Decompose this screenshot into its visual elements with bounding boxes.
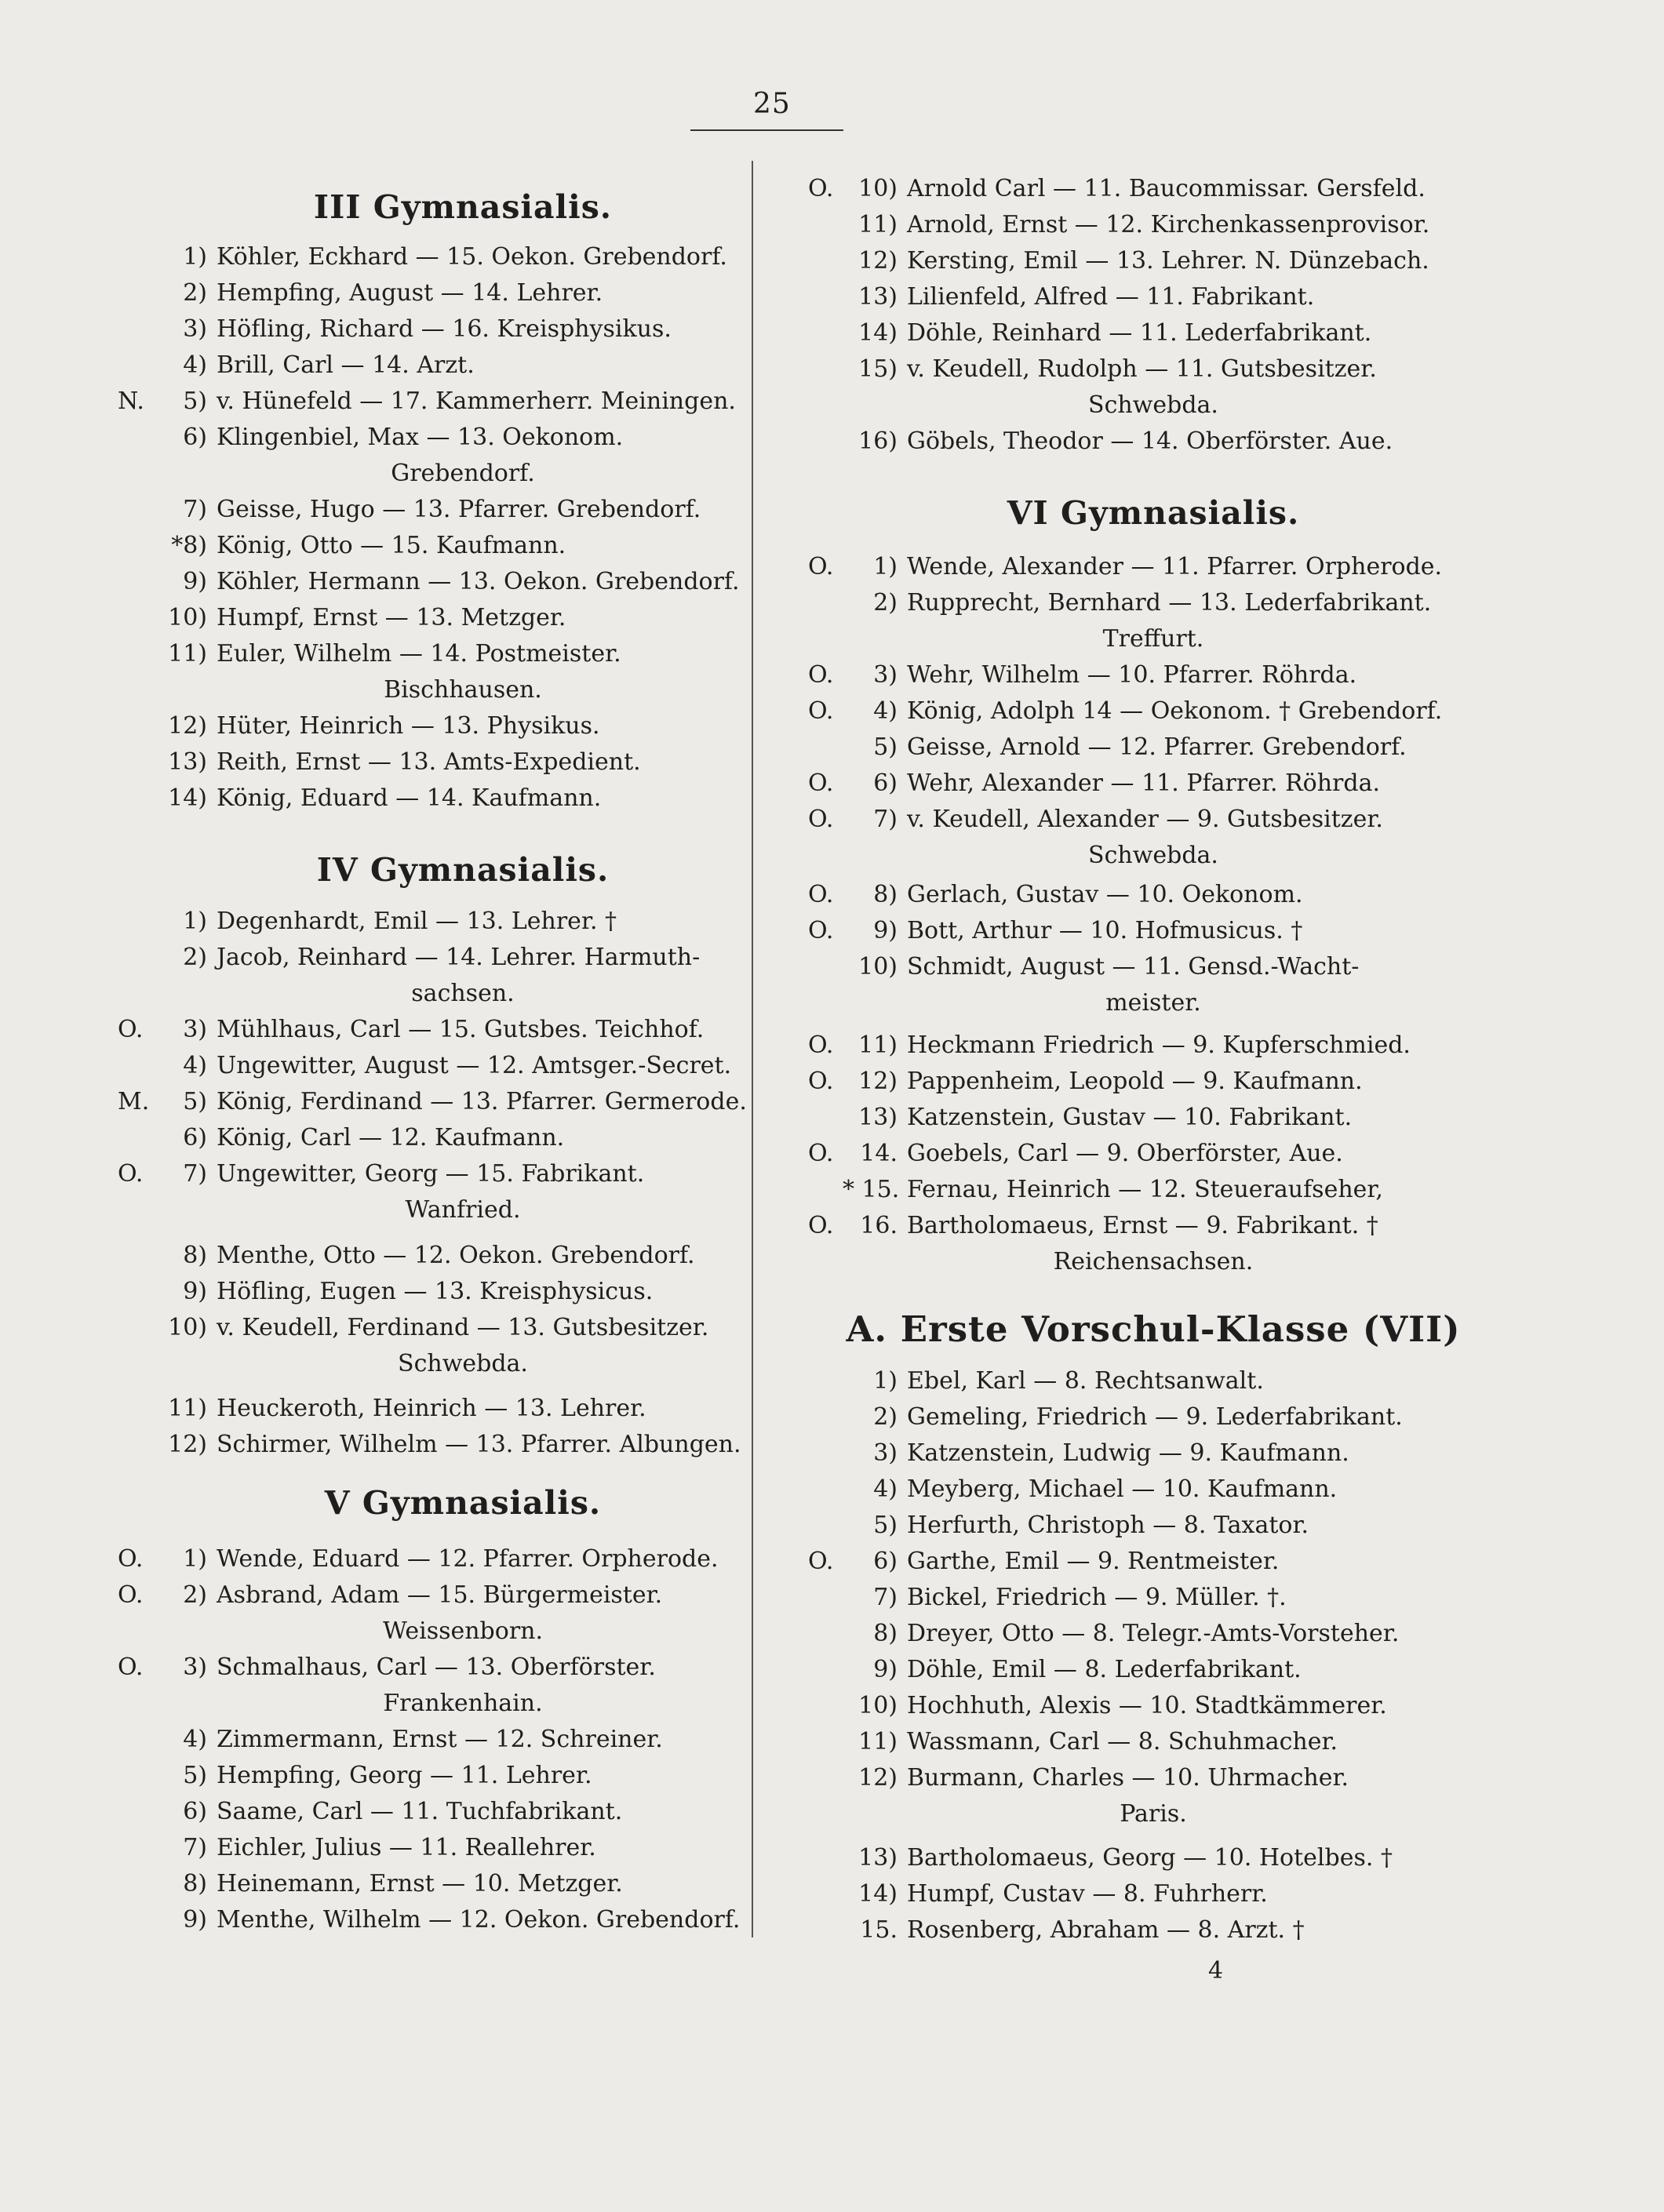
entry-text: Bott, Arthur — 10. Hofmusicus. † (907, 917, 1303, 944)
entry-number: 3) (183, 1016, 207, 1043)
entry-number: 11) (858, 1031, 898, 1059)
list-entry (118, 347, 475, 384)
entry-text: v. Hünefeld — 17. Kammerherr. Meiningen. (217, 387, 736, 415)
list-entry (808, 949, 1359, 985)
entry-number: 3) (873, 661, 898, 689)
entry-number: 4) (183, 1726, 207, 1753)
entry-text: Brill, Carl — 14. Arzt. (217, 351, 475, 379)
entry-number: 2) (183, 944, 207, 971)
entry-text: Menthe, Otto — 12. Oekon. Grebendorf. (217, 1242, 695, 1269)
entry-prefix: M. (118, 1088, 150, 1115)
entry-number: 5) (873, 1512, 898, 1539)
list-entry (808, 243, 1429, 279)
entry-number: 3) (873, 1439, 898, 1467)
entry-number: 6) (873, 769, 898, 797)
entry-continuation: Bischhausen. (384, 676, 542, 704)
entry-text: Hempfing, Georg — 11. Lehrer. (217, 1762, 592, 1789)
list-entry (118, 708, 600, 744)
entry-number: 10) (858, 953, 898, 980)
entry-text: Hochhuth, Alexis — 10. Stadtkämmerer. (907, 1692, 1387, 1719)
list-entry (118, 492, 701, 528)
entry-text: Humpf, Ernst — 13. Metzger. (217, 604, 566, 631)
list-entry (118, 780, 601, 817)
entry-number: 5) (183, 1762, 207, 1789)
entry-prefix: O. (808, 769, 834, 797)
entry-text: Hüter, Heinrich — 13. Physikus. (217, 712, 600, 740)
entry-number: 5) (183, 1088, 207, 1115)
list-entry (808, 424, 1393, 460)
list-entry (118, 275, 603, 311)
entry-text: Eichler, Julius — 11. Reallehrer. (217, 1834, 596, 1861)
entry-number: 2) (183, 279, 207, 307)
entry-continuation: Frankenhain. (383, 1690, 543, 1717)
list-entry (808, 729, 1407, 766)
entry-prefix: O. (808, 553, 834, 580)
entry-number: 4) (873, 1475, 898, 1503)
list-entry (118, 1084, 747, 1120)
entry-text: Wehr, Alexander — 11. Pfarrer. Röhrda. (907, 769, 1381, 797)
entry-prefix: O. (118, 1581, 144, 1609)
list-entry (808, 585, 1431, 621)
list-entry (118, 1238, 695, 1274)
entry-number: 1) (183, 908, 207, 935)
list-entry (118, 1541, 719, 1577)
entry-continuation: Wanfried. (405, 1196, 521, 1224)
entry-text: Arnold, Ernst — 12. Kirchenkassenprovisor. (907, 211, 1430, 238)
entry-text: König, Ferdinand — 13. Pfarrer. Germerode. (217, 1088, 747, 1115)
list-entry (118, 1650, 656, 1686)
entry-number: 11) (168, 1395, 207, 1422)
entry-text: König, Adolph 14 — Oekonom. † Grebendorf. (907, 697, 1443, 725)
list-entry (118, 636, 621, 672)
list-entry (808, 1724, 1338, 1760)
entry-number: 2) (873, 1403, 898, 1431)
entry-prefix: N. (118, 387, 144, 415)
entry-text: Heuckeroth, Heinrich — 13. Lehrer. (217, 1395, 646, 1422)
entry-prefix: O. (808, 661, 834, 689)
entry-number: 10) (168, 604, 207, 631)
entry-text: Höfling, Richard — 16. Kreisphysikus. (217, 315, 672, 343)
list-entry (808, 1652, 1302, 1688)
entry-prefix: O. (118, 1160, 144, 1188)
list-entry (118, 311, 672, 347)
list-entry (118, 1427, 741, 1463)
entry-text: Pappenheim, Leopold — 9. Kaufmann. (907, 1068, 1363, 1095)
entry-number: 10) (168, 1314, 207, 1341)
entry-number: 16. (860, 1212, 898, 1239)
list-entry (118, 1902, 740, 1938)
entry-continuation: Paris. (1120, 1800, 1187, 1828)
list-entry (808, 1399, 1403, 1435)
entry-prefix: O. (808, 806, 834, 833)
entry-number: 7) (183, 1834, 207, 1861)
list-entry (808, 1435, 1349, 1472)
entry-text: König, Carl — 12. Kaufmann. (217, 1124, 565, 1151)
entry-number: 10) (858, 175, 898, 202)
entry-prefix: O. (808, 1548, 834, 1575)
entry-prefix: O. (808, 697, 834, 725)
list-entry (808, 877, 1303, 913)
list-entry (808, 351, 1377, 387)
entry-text: Göbels, Theodor — 14. Oberförster. Aue. (907, 427, 1393, 455)
list-entry (118, 904, 617, 940)
entry-text: Bartholomaeus, Georg — 10. Hotelbes. † (907, 1844, 1393, 1872)
list-entry (808, 207, 1429, 243)
entry-prefix: O. (808, 1068, 834, 1095)
list-entry (808, 1580, 1287, 1616)
entry-number: 9) (183, 1906, 207, 1934)
entry-number: 6) (183, 1124, 207, 1151)
entry-number: 11) (858, 1728, 898, 1755)
entry-continuation: meister. (1105, 989, 1201, 1017)
entry-number: 14) (858, 1880, 898, 1908)
entry-text: Döhle, Emil — 8. Lederfabrikant. (907, 1656, 1302, 1683)
top-rule (690, 129, 843, 131)
list-entry (118, 1830, 596, 1866)
list-entry (808, 693, 1442, 729)
entry-number: 12) (168, 1431, 207, 1458)
list-entry (808, 1912, 1305, 1948)
entry-text: Wende, Eduard — 12. Pfarrer. Orpherode. (217, 1545, 719, 1573)
entry-number: 12) (858, 247, 898, 275)
list-entry (118, 600, 566, 636)
list-entry (808, 913, 1302, 949)
entry-number: 6) (183, 424, 207, 451)
entry-prefix: O. (808, 175, 834, 202)
list-entry (808, 1064, 1363, 1100)
entry-text: Burmann, Charles — 10. Uhrmacher. (907, 1764, 1349, 1792)
entry-prefix: O. (118, 1545, 144, 1573)
entry-text: Rosenberg, Abraham — 8. Arzt. † (907, 1916, 1305, 1944)
entry-text: Zimmermann, Ernst — 12. Schreiner. (217, 1726, 663, 1753)
entry-text: Gerlach, Gustav — 10. Oekonom. (907, 881, 1303, 908)
list-entry (118, 1794, 622, 1830)
entry-text: v. Keudell, Rudolph — 11. Gutsbesitzer. (907, 355, 1377, 383)
list-entry (118, 1866, 623, 1902)
entry-continuation: Reichensachsen. (1053, 1248, 1254, 1275)
section-heading: IV Gymnasialis. (316, 851, 610, 889)
entry-prefix: O. (808, 1212, 834, 1239)
list-entry (118, 564, 740, 600)
entry-text: Katzenstein, Gustav — 10. Fabrikant. (907, 1104, 1353, 1131)
entry-number: 9) (183, 1278, 207, 1305)
list-entry (118, 1048, 731, 1084)
entry-text: Höfling, Eugen — 13. Kreisphysicus. (217, 1278, 654, 1305)
entry-number: 8) (873, 881, 898, 908)
entry-text: Schirmer, Wilhelm — 13. Pfarrer. Albungen. (217, 1431, 741, 1458)
entry-number: 14) (858, 319, 898, 347)
entry-number: 1) (183, 1545, 207, 1573)
entry-text: Heckmann Friedrich — 9. Kupferschmied. (907, 1031, 1411, 1059)
entry-continuation: Schwebda. (1088, 391, 1218, 419)
entry-text: Geisse, Arnold — 12. Pfarrer. Grebendorf. (907, 733, 1407, 761)
entry-number: 9) (183, 568, 207, 595)
entry-text: Döhle, Reinhard — 11. Lederfabrikant. (907, 319, 1372, 347)
entry-text: Heinemann, Ernst — 10. Metzger. (217, 1870, 623, 1897)
list-entry (118, 239, 727, 275)
entry-prefix: O. (808, 1140, 834, 1167)
entry-text: Arnold Carl — 11. Baucommissar. Gersfeld. (907, 175, 1426, 202)
entry-prefix: O. (808, 881, 834, 908)
entry-number: 14) (168, 784, 207, 812)
entry-text: Klingenbiel, Max — 13. Oekonom. (217, 424, 624, 451)
entry-continuation: Grebendorf. (391, 460, 535, 487)
list-entry (808, 1208, 1378, 1244)
entry-number: 10) (858, 1692, 898, 1719)
entry-number: 3) (183, 1654, 207, 1681)
entry-number: 14. (860, 1140, 898, 1167)
list-entry (118, 1156, 644, 1192)
entry-text: Asbrand, Adam — 15. Bürgermeister. (217, 1581, 663, 1609)
entry-text: Goebels, Carl — 9. Oberförster, Aue. (907, 1140, 1343, 1167)
column-divider (752, 161, 753, 1937)
entry-prefix: O. (118, 1016, 144, 1043)
entry-number: 8) (183, 1242, 207, 1269)
list-entry (808, 1028, 1411, 1064)
entry-number: 4) (183, 1052, 207, 1079)
entry-text: Geisse, Hugo — 13. Pfarrer. Grebendorf. (217, 496, 701, 523)
list-entry (118, 1012, 704, 1048)
list-entry (118, 1577, 662, 1614)
section-heading: VI Gymnasialis. (1007, 494, 1300, 532)
list-entry (808, 1616, 1399, 1652)
entry-number: 1) (873, 1367, 898, 1395)
entry-number: 15. (860, 1916, 898, 1944)
entry-number: 3) (183, 315, 207, 343)
entry-prefix: O. (808, 917, 834, 944)
list-entry (118, 528, 566, 564)
list-entry (808, 1544, 1279, 1580)
entry-number: 6) (183, 1798, 207, 1825)
entry-text: Meyberg, Michael — 10. Kaufmann. (907, 1475, 1338, 1503)
entry-continuation: Treffurt. (1102, 625, 1204, 653)
signature-mark: 4 (1208, 1957, 1224, 1985)
entry-text: Bickel, Friedrich — 9. Müller. †. (907, 1584, 1287, 1611)
page-number: 25 (753, 88, 791, 120)
entry-number: 12) (858, 1068, 898, 1095)
entry-number: 8) (873, 1620, 898, 1647)
list-entry (808, 1876, 1268, 1912)
entry-continuation: Schwebda. (1088, 842, 1218, 869)
entry-text: Humpf, Custav — 8. Fuhrherr. (907, 1880, 1268, 1908)
entry-text: König, Eduard — 14. Kaufmann. (217, 784, 602, 812)
entry-text: Euler, Wilhelm — 14. Postmeister. (217, 640, 621, 668)
entry-text: v. Keudell, Ferdinand — 13. Gutsbesitzer. (217, 1314, 709, 1341)
list-entry (118, 1391, 646, 1427)
list-entry (118, 1310, 708, 1346)
list-entry (808, 1688, 1387, 1724)
entry-text: Wassmann, Carl — 8. Schuhmacher. (907, 1728, 1338, 1755)
entry-text: Gemeling, Friedrich — 9. Lederfabrikant. (907, 1403, 1403, 1431)
list-entry (808, 1472, 1337, 1508)
entry-number: 9) (873, 917, 898, 944)
entry-number: 7) (183, 1160, 207, 1188)
section-heading: A. Erste Vorschul-Klasse (VII) (846, 1308, 1461, 1350)
entry-text: Ungewitter, August — 12. Amtsger.-Secret. (217, 1052, 732, 1079)
entry-number: 13) (858, 283, 898, 311)
list-entry (808, 171, 1426, 207)
entry-text: Katzenstein, Ludwig — 9. Kaufmann. (907, 1439, 1349, 1467)
list-entry (808, 279, 1314, 315)
entry-number: 13) (168, 748, 207, 776)
entry-number: 5) (873, 733, 898, 761)
list-entry (808, 1363, 1264, 1399)
list-entry (118, 744, 641, 780)
list-entry (808, 1100, 1352, 1136)
list-entry (808, 315, 1371, 351)
entry-number: 4) (183, 351, 207, 379)
entry-continuation: Schwebda. (398, 1350, 528, 1377)
entry-text: Schmalhaus, Carl — 13. Oberförster. (217, 1654, 656, 1681)
list-entry (118, 940, 700, 976)
entry-text: Ebel, Karl — 8. Rechtsanwalt. (907, 1367, 1264, 1395)
entry-text: Wehr, Wilhelm — 10. Pfarrer. Röhrda. (907, 661, 1357, 689)
entry-number: 11) (858, 211, 898, 238)
entry-text: Reith, Ernst — 13. Amts-Expedient. (217, 748, 641, 776)
entry-number: 8) (183, 1870, 207, 1897)
entry-number: 7) (873, 1584, 898, 1611)
entry-text: Garthe, Emil — 9. Rentmeister. (907, 1548, 1280, 1575)
entry-number: 12) (168, 712, 207, 740)
list-entry (118, 1758, 592, 1794)
entry-number: 6) (873, 1548, 898, 1575)
section-heading: V Gymnasialis. (324, 1484, 602, 1522)
entry-number: 4) (873, 697, 898, 725)
entry-text: Wende, Alexander — 11. Pfarrer. Orpherode. (907, 553, 1443, 580)
entry-text: Hempfing, August — 14. Lehrer. (217, 279, 603, 307)
entry-number: 9) (873, 1656, 898, 1683)
entry-text: Kersting, Emil — 13. Lehrer. N. Dünzebach. (907, 247, 1429, 275)
entry-prefix: O. (118, 1654, 144, 1681)
entry-number: 13) (858, 1844, 898, 1872)
entry-text: Saame, Carl — 11. Tuchfabrikant. (217, 1798, 623, 1825)
list-entry (808, 1840, 1393, 1876)
list-entry (808, 802, 1383, 838)
list-entry (118, 1120, 564, 1156)
entry-number: 2) (873, 589, 898, 617)
entry-number: * 15. (843, 1176, 900, 1203)
entry-number: 7) (183, 496, 207, 523)
list-entry (808, 766, 1380, 802)
entry-text: Lilienfeld, Alfred — 11. Fabrikant. (907, 283, 1315, 311)
entry-text: Dreyer, Otto — 8. Telegr.-Amts-Vorsteher. (907, 1620, 1400, 1647)
entry-continuation: Weissenborn. (382, 1617, 544, 1645)
entry-text: Köhler, Hermann — 13. Oekon. Grebendorf. (217, 568, 740, 595)
list-entry (808, 549, 1442, 585)
entry-text: Mühlhaus, Carl — 15. Gutsbes. Teichhof. (217, 1016, 705, 1043)
list-entry (808, 1760, 1349, 1796)
entry-text: Rupprecht, Bernhard — 13. Lederfabrikant. (907, 589, 1432, 617)
entry-number: 12) (858, 1764, 898, 1792)
entry-number: 5) (183, 387, 207, 415)
entry-text: Degenhardt, Emil — 13. Lehrer. † (217, 908, 617, 935)
list-entry (808, 657, 1356, 693)
entry-number: 13) (858, 1104, 898, 1131)
list-entry (808, 1508, 1309, 1544)
entry-text: Bartholomaeus, Ernst — 9. Fabrikant. † (907, 1212, 1378, 1239)
entry-number: 1) (183, 243, 207, 271)
entry-text: Ungewitter, Georg — 15. Fabrikant. (217, 1160, 645, 1188)
section-heading: III Gymnasialis. (313, 188, 613, 226)
entry-number: 11) (168, 640, 207, 668)
entry-number: *8) (171, 532, 207, 559)
entry-text: v. Keudell, Alexander — 9. Gutsbesitzer. (907, 806, 1383, 833)
list-entry (808, 1136, 1343, 1172)
list-entry (118, 384, 736, 420)
entry-text: Köhler, Eckhard — 15. Oekon. Grebendorf. (217, 243, 727, 271)
entry-number: 15) (858, 355, 898, 383)
entry-text: Schmidt, August — 11. Gensd.-Wacht- (907, 953, 1360, 980)
entry-text: Jacob, Reinhard — 14. Lehrer. Harmuth- (217, 944, 701, 971)
entry-text: Herfurth, Christoph — 8. Taxator. (907, 1512, 1309, 1539)
list-entry (118, 1722, 663, 1758)
list-entry (118, 420, 623, 456)
entry-text: Fernau, Heinrich — 12. Steueraufseher, (907, 1176, 1383, 1203)
entry-text: Menthe, Wilhelm — 12. Oekon. Grebendorf. (217, 1906, 741, 1934)
entry-continuation: sachsen. (411, 980, 515, 1007)
entry-number: 7) (873, 806, 898, 833)
entry-prefix: O. (808, 1031, 834, 1059)
entry-number: 2) (183, 1581, 207, 1609)
entry-number: 1) (873, 553, 898, 580)
entry-text: König, Otto — 15. Kaufmann. (217, 532, 566, 559)
list-entry (808, 1172, 1383, 1208)
entry-number: 16) (858, 427, 898, 455)
list-entry (118, 1274, 653, 1310)
